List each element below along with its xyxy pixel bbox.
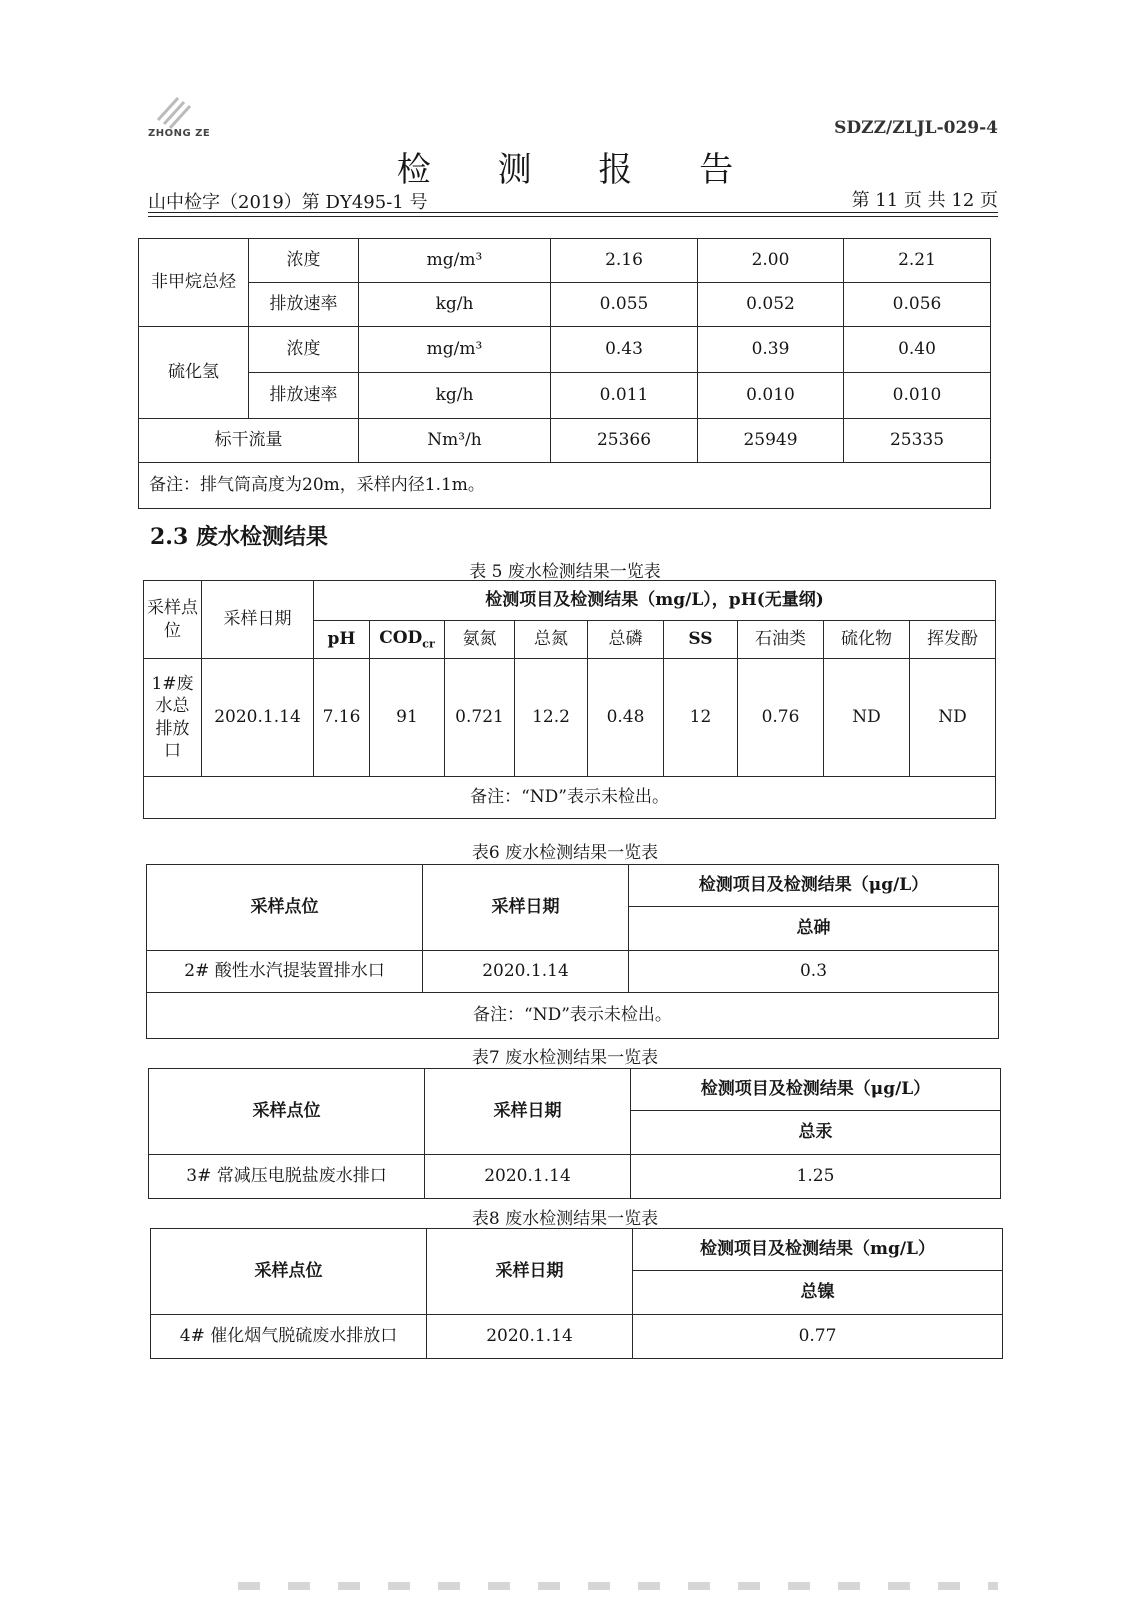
header-date: 采样日期 [423,865,629,951]
table-header-row [149,1069,1001,1111]
value-cell: 1.25 [631,1155,1001,1199]
value-cell: 2.21 [844,239,991,283]
flow-unit: Nm³/h [359,419,551,463]
table7 [148,1068,1001,1199]
param-label: 排放速率 [249,283,359,327]
header-items: 检测项目及检测结果（μg/L） [631,1069,1001,1111]
value-cell: 0.76 [738,659,824,777]
table-row [144,659,996,777]
point-cell: 2# 酸性水汽提装置排水口 [147,951,423,993]
value-cell: 0.010 [844,373,991,419]
value-cell: 0.39 [698,327,844,373]
table-header-row [151,1229,1003,1271]
col-ss: SS [664,621,738,659]
unit-cell: mg/m³ [359,327,551,373]
param-label: 浓度 [249,327,359,373]
table-row [147,951,999,993]
col-tn: 总氮 [515,621,588,659]
col-sulfide: 硫化物 [824,621,910,659]
col-ph: pH [314,621,370,659]
date-cell: 2020.1.14 [202,659,314,777]
value-cell: 0.056 [844,283,991,327]
table-note: 备注：排气筒高度为20m，采样内径1.1m。 [139,463,991,509]
item-nmhc: 非甲烷总烃 [139,239,249,327]
table-row [139,419,991,463]
header-date: 采样日期 [202,581,314,659]
value-cell: 0.052 [698,283,844,327]
date-cell: 2020.1.14 [427,1315,633,1359]
col-ammonia: 氨氮 [445,621,515,659]
header-rule [148,212,998,213]
header-point: 采样点位 [151,1229,427,1315]
header-items: 检测项目及检测结果（μg/L） [629,865,999,907]
table-row [139,283,991,327]
value-cell: 12 [664,659,738,777]
point-cell: 1#废水总排放口 [144,659,202,777]
param-label: 排放速率 [249,373,359,419]
col-mercury: 总汞 [631,1111,1001,1155]
table-header-row [147,865,999,907]
table-note: 备注：“ND”表示未检出。 [147,993,999,1039]
table7-caption: 表7 废水检测结果一览表 [471,1048,659,1068]
table6 [146,864,999,1039]
header-point: 采样点位 [147,865,423,951]
value-cell: 0.43 [551,327,698,373]
flow-label: 标干流量 [139,419,359,463]
table-note: 备注：“ND”表示未检出。 [144,777,996,819]
item-h2s: 硫化氢 [139,327,249,419]
table-row [144,777,996,819]
table6-caption: 表6 废水检测结果一览表 [471,843,659,863]
table-row [147,993,999,1039]
col-tp: 总磷 [588,621,664,659]
page-edge-mark [238,1582,998,1590]
value-cell: 2.00 [698,239,844,283]
logo-text: ZHONG ZE [148,128,211,139]
value-cell: 0.055 [551,283,698,327]
gas-results-table [138,238,991,509]
value-cell: ND [910,659,996,777]
value-cell: 0.010 [698,373,844,419]
table-row [139,463,991,509]
page-number: 第 11 页 共 12 页 [851,190,998,211]
date-cell: 2020.1.14 [423,951,629,993]
unit-cell: kg/h [359,283,551,327]
col-phenol: 挥发酚 [910,621,996,659]
value-cell: 7.16 [314,659,370,777]
header-items: 检测项目及检测结果（mg/L） [633,1229,1003,1271]
value-cell: 91 [370,659,445,777]
table8 [150,1228,1003,1359]
document-code: SDZZ/ZLJL-029-4 [834,118,998,138]
value-cell: 0.011 [551,373,698,419]
point-cell: 3# 常减压电脱盐废水排口 [149,1155,425,1199]
header-rule-2 [148,216,998,217]
header-date: 采样日期 [425,1069,631,1155]
header-items: 检测项目及检测结果（mg/L），pH(无量纲) [314,581,996,621]
col-arsenic: 总砷 [629,907,999,951]
table-row [151,1315,1003,1359]
table-header-row [144,581,996,621]
unit-cell: kg/h [359,373,551,419]
param-label: 浓度 [249,239,359,283]
date-cell: 2020.1.14 [425,1155,631,1199]
value-cell: 12.2 [515,659,588,777]
value-cell: 0.48 [588,659,664,777]
value-cell: 2.16 [551,239,698,283]
report-number: 山中检字（2019）第 DY495-1 号 [148,192,428,213]
header-point: 采样点位 [144,581,202,659]
value-cell: 0.3 [629,951,999,993]
table8-caption: 表8 废水检测结果一览表 [471,1209,659,1229]
point-cell: 4# 催化烟气脱硫废水排放口 [151,1315,427,1359]
col-oil: 石油类 [738,621,824,659]
value-cell: 25335 [844,419,991,463]
header-date: 采样日期 [427,1229,633,1315]
unit-cell: mg/m³ [359,239,551,283]
table5-caption: 表 5 废水检测结果一览表 [469,562,661,582]
value-cell: 0.77 [633,1315,1003,1359]
col-nickel: 总镍 [633,1271,1003,1315]
header-point: 采样点位 [149,1069,425,1155]
col-cod: $COD_{cr}$ [370,621,445,659]
value-cell: 25366 [551,419,698,463]
page-title: 检 测 报 告 [396,150,762,190]
table-row [139,373,991,419]
value-cell: 0.721 [445,659,515,777]
table-row [149,1155,1001,1199]
value-cell: 25949 [698,419,844,463]
value-cell: ND [824,659,910,777]
table-row [139,239,991,283]
table5 [143,580,996,819]
section-title: 2.3 废水检测结果 [150,524,328,550]
value-cell: 0.40 [844,327,991,373]
table-row [139,327,991,373]
